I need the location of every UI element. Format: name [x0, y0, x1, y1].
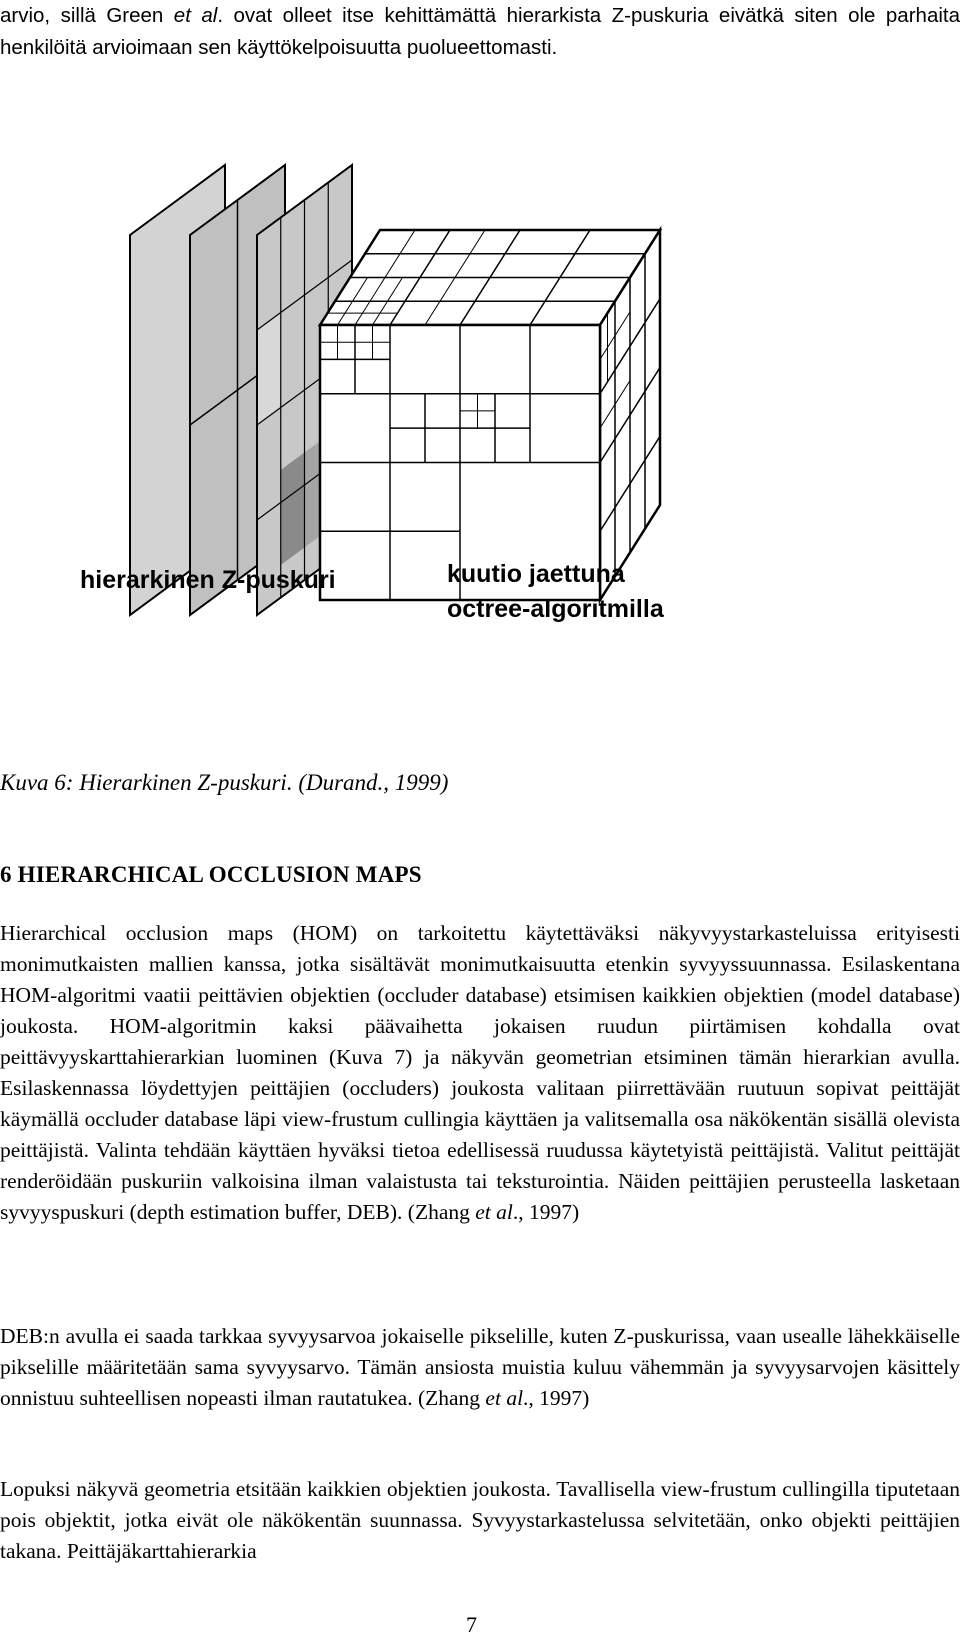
- intro-text-end: . ovat olleet itse kehittämättä hierarkista Z-puskuria eivätkä siten ole parhaita henkilöitä arvioimaan sen käyttökelpoisuutta puolueettomasti.: [0, 4, 960, 59]
- octree-cube: [320, 230, 660, 600]
- paragraph-1-et-al: et al: [475, 1200, 513, 1224]
- paragraph-2-citation-end: ., 1997): [523, 1386, 590, 1410]
- section-heading: 6 HIERARCHICAL OCCLUSION MAPS: [0, 862, 422, 887]
- intro-text-start: arvio, sillä Green: [0, 4, 174, 27]
- paragraph-2: [0, 1321, 960, 1414]
- figure-label-right-line2: octree-algoritmilla: [447, 595, 664, 623]
- figure-label-left: hierarkinen Z-puskuri: [80, 566, 336, 594]
- hierarchical-z-buffer-figure: [80, 145, 720, 665]
- figure-label-right-line1: kuutio jaettuna: [447, 560, 625, 588]
- intro-et-al: et al: [173, 4, 218, 27]
- figure-caption: Kuva 6: Hierarkinen Z-puskuri. (Durand., 1999): [0, 770, 449, 795]
- intro-paragraph: [0, 0, 960, 64]
- paragraph-3: Lopuksi näkyvä geometria etsitään kaikkien objektien joukosta. Tavallisella view-frustum cullingilla tiputetaan pois objektit, jotka eivät ole näkökentän suunnassa. Syvyystarkastelussa selvitetään, onko objekti peittäjien takana. Peittäjäkarttahierarkia: [0, 1477, 960, 1563]
- paragraph-1-citation-end: ., 1997): [512, 1200, 580, 1224]
- paragraph-2-text: DEB:n avulla ei saada tarkkaa syvyysarvoa jokaiselle pikselille, kuten Z-puskurissa, vaan usealle lähekkäiselle pikselille määritetään sama syvyysarvo. Tämän ansiosta muistia kuluu vähemmän ja syvyysarvojen käsittely onnistuu suhteellisen nopeasti ilman rautatukea. (Zhang: [0, 1324, 960, 1410]
- z-buffer-planes: [130, 165, 352, 615]
- paragraph-1-text: Hierarchical occlusion maps (HOM) on tarkoitettu käytettäväksi näkyvyystarkasteluissa erityisesti monimutkaisten mallien kanssa, jotka sisältävät monimutkaisuutta etenkin syvyyssuunnassa. Esilaskentana HOM-algoritmi vaatii peittävien objektien (occluder database) etsimisen kaikkien objektien (model database) joukosta. HOM-algoritmin kaksi päävaihetta jokaisen ruudun piirtämisen kohdalla ovat peittävyyskarttahierarkian luominen (Kuva 7) ja näkyvän geometrian etsiminen tämän hierarkian avulla. Esilaskennassa löydettyjen peittäjien (occluders) joukosta valitaan piirrettävään ruutuun sopivat peittäjät käymällä occluder database läpi view-frustum cullingia käyttäen ja valitsemalla osa näkökentän sisällä olevista peittäjistä. Valinta tehdään käyttäen hyväksi tietoa edellisessä ruudussa käytetyistä peittäjistä. Valitut peittäjät renderöidään puskuriin valkoisina ilman valaistusta tai teksturointia. Näiden peittäjien perusteella lasketaan syvyyspuskuri (depth estimation buffer, DEB). (Zhang: [0, 921, 960, 1224]
- page-number: 7: [466, 1612, 477, 1637]
- paragraph-1: [0, 918, 960, 1228]
- paragraph-2-et-al: et al: [485, 1386, 524, 1410]
